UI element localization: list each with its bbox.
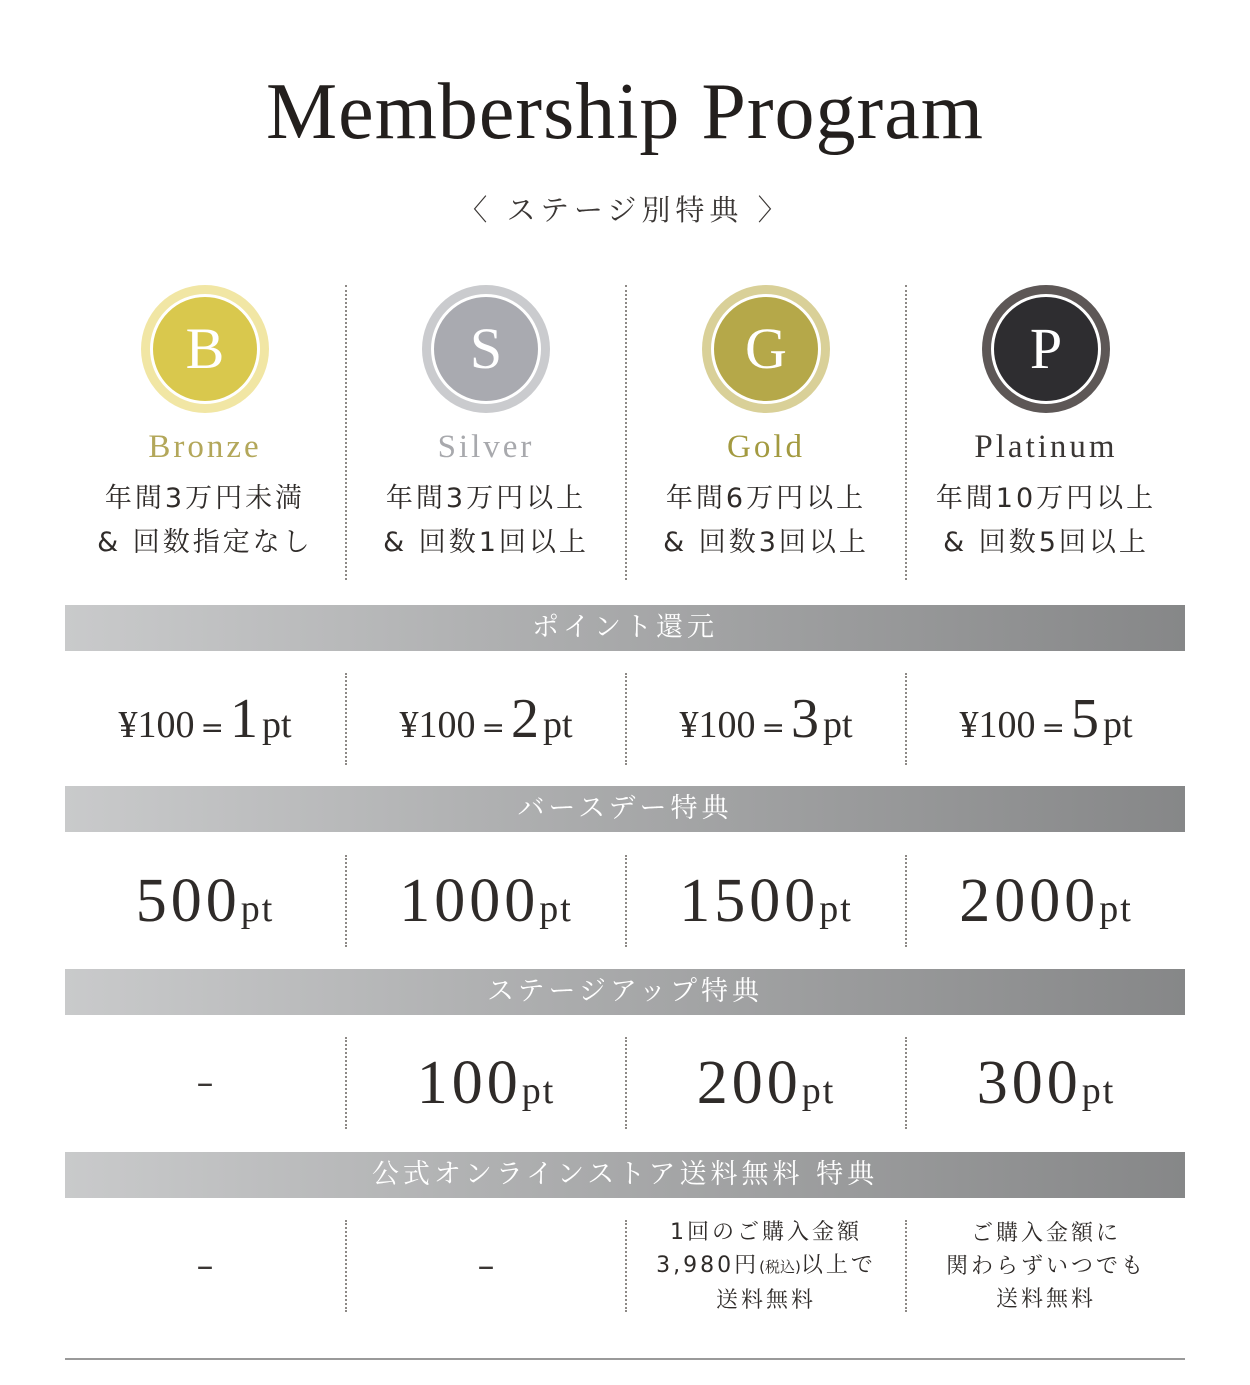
badge-letter: S — [469, 316, 503, 381]
points-row — [65, 673, 1185, 765]
tier-condition — [97, 477, 313, 565]
gold-badge-icon — [702, 285, 830, 413]
points-cell-silver — [345, 673, 625, 765]
stageup-cell-gold — [625, 1037, 905, 1129]
tier-condition-line1: 年間6万円以上 — [665, 483, 867, 514]
bottom-divider — [65, 1358, 1185, 1360]
tier-condition-line2: & 回数3回以上 — [663, 527, 869, 558]
tier-platinum — [905, 285, 1185, 580]
point-rate: ¥100 = 1 pt — [118, 688, 292, 750]
point-rate: ¥100 = 5 pt — [959, 688, 1133, 750]
shipping-row — [65, 1220, 1185, 1312]
section-bar-stageup: ステージアップ特典 — [65, 969, 1185, 1015]
not-applicable-dash: – — [196, 1246, 214, 1286]
stageup-points: 100pt — [416, 1048, 556, 1117]
tier-condition-line1: 年間3万円以上 — [385, 483, 587, 514]
tier-condition-line1: 年間3万円未満 — [104, 483, 306, 514]
tier-condition-line1: 年間10万円以上 — [935, 483, 1157, 514]
tier-name: Bronze — [148, 429, 262, 465]
tier-row — [65, 285, 1185, 580]
tier-name: Platinum — [974, 429, 1118, 465]
point-rate: ¥100 = 2 pt — [399, 688, 573, 750]
page-title: Membership Program — [266, 68, 984, 156]
stageup-row — [65, 1037, 1185, 1129]
tier-name: Gold — [727, 429, 805, 465]
tier-condition-line2: & 回数1回以上 — [383, 527, 589, 558]
birthday-cell-bronze — [65, 855, 345, 947]
tier-condition — [383, 477, 589, 565]
shipping-condition: ご購入金額に 関わらずいつでも 送料無料 — [945, 1220, 1146, 1312]
badge-letter: P — [1029, 316, 1063, 381]
tier-condition — [663, 477, 869, 565]
birthday-cell-platinum — [905, 855, 1185, 947]
birthday-points: 500pt — [135, 866, 275, 935]
page-subtitle: 〈 ステージ別特典 〉 — [458, 193, 792, 227]
birthday-cell-silver — [345, 855, 625, 947]
platinum-badge-icon — [982, 285, 1110, 413]
badge-letter: B — [185, 316, 225, 381]
birthday-points: 1000pt — [399, 866, 573, 935]
tier-bronze — [65, 285, 345, 580]
silver-badge-icon — [422, 285, 550, 413]
points-cell-gold — [625, 673, 905, 765]
shipping-condition: 1回のご購入金額 3,980円(税込)以上で 送料無料 — [656, 1219, 876, 1313]
stageup-cell-bronze — [65, 1037, 345, 1129]
points-cell-platinum — [905, 673, 1185, 765]
section-bar-points: ポイント還元 — [65, 605, 1185, 651]
stageup-points: 300pt — [976, 1048, 1116, 1117]
shipping-cell-silver — [345, 1220, 625, 1312]
birthday-row — [65, 855, 1185, 947]
section-bar-birthday: バースデー特典 — [65, 786, 1185, 832]
birthday-points: 1500pt — [679, 866, 853, 935]
tier-condition-line2: & 回数5回以上 — [943, 527, 1149, 558]
section-bar-shipping: 公式オンラインストア送料無料 特典 — [65, 1152, 1185, 1198]
not-applicable-dash: – — [196, 1063, 214, 1103]
badge-letter: G — [745, 316, 787, 381]
point-rate: ¥100 = 3 pt — [679, 688, 853, 750]
stageup-cell-silver — [345, 1037, 625, 1129]
tier-condition — [936, 477, 1156, 565]
tier-silver — [345, 285, 625, 580]
points-cell-bronze — [65, 673, 345, 765]
shipping-cell-bronze — [65, 1220, 345, 1312]
birthday-cell-gold — [625, 855, 905, 947]
birthday-points: 2000pt — [959, 866, 1133, 935]
stageup-cell-platinum — [905, 1037, 1185, 1129]
shipping-cell-platinum — [905, 1220, 1185, 1312]
tier-condition-line2: & 回数指定なし — [97, 527, 313, 558]
tier-name: Silver — [437, 429, 535, 465]
stageup-points: 200pt — [696, 1048, 836, 1117]
bronze-badge-icon — [141, 285, 269, 413]
tier-gold — [625, 285, 905, 580]
not-applicable-dash: – — [477, 1246, 495, 1286]
shipping-cell-gold — [625, 1220, 905, 1312]
